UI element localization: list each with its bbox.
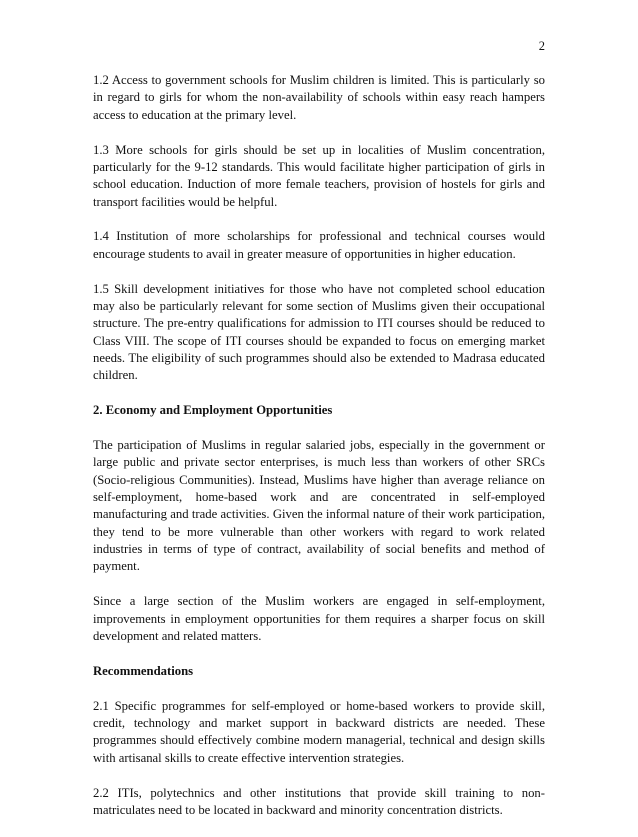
section-heading: 2. Economy and Employment Opportunities — [93, 403, 333, 418]
paragraph-1-3: 1.3 More schools for girls should be set up in localities of Muslim concentration, particularly for the 9-12 standards. This would facilitate higher participation of girls in school education. Induction of more female teachers, provision of hostels for girls and transport facilities would be helpful. — [93, 142, 545, 209]
page-number: 2 — [538, 39, 545, 53]
paragraph-1-4: 1.4 Institution of more scholarships for professional and technical courses would encourage students to avail in greater measure of opportunities in higher education. — [93, 229, 545, 261]
document-body — [93, 72, 545, 837]
recommendations-heading: Recommendations — [93, 663, 194, 678]
recommendation-2-1: 2.1 Specific programmes for self-employed or home-based workers to provide skill, credit, technology and market support in backward districts are needed. These programmes should effectively combine modern managerial, technical and design skills with artisanal skills to create effective intervention strategies. — [93, 698, 545, 765]
paragraph-1-5: 1.5 Skill development initiatives for those who have not completed school education may also be particularly relevant for some section of Muslims given their occupational structure. The pre-entry qualifications for admission to ITI courses should be reduced to Class VIII. The scope of ITI courses should be expanded to focus on emerging market needs. The eligibility of such programmes should also be extended to Madrasa educated children. — [93, 281, 545, 383]
section-paragraph-participation: The participation of Muslims in regular salaried jobs, especially in the government or large public and private sector enterprises, is much less than workers of other SRCs (Socio-religious Communities). Instead, Muslims have higher than average reliance on self-employment, home-based work and are concentrated in self-employed manufacturing and trade activities. Given the informal nature of their work participation, they tend to be more vulnerable than other workers with regard to work related industries in terms of type of contract, availability of social benefits and method of payment. — [93, 438, 545, 574]
recommendation-2-2: 2.2 ITIs, polytechnics and other institutions that provide skill training to non-matriculates need to be located in backward and minority concentration districts. — [93, 785, 545, 817]
paragraph-1-2: 1.2 Access to government schools for Muslim children is limited. This is particularly so in regard to girls for whom the non-availability of schools within easy reach hampers access to education at the primary level. — [93, 73, 545, 122]
section-paragraph-self-employment: Since a large section of the Muslim workers are engaged in self-employment, improvements in employment opportunities for them requires a sharper focus on skill development and related matters. — [93, 594, 545, 643]
